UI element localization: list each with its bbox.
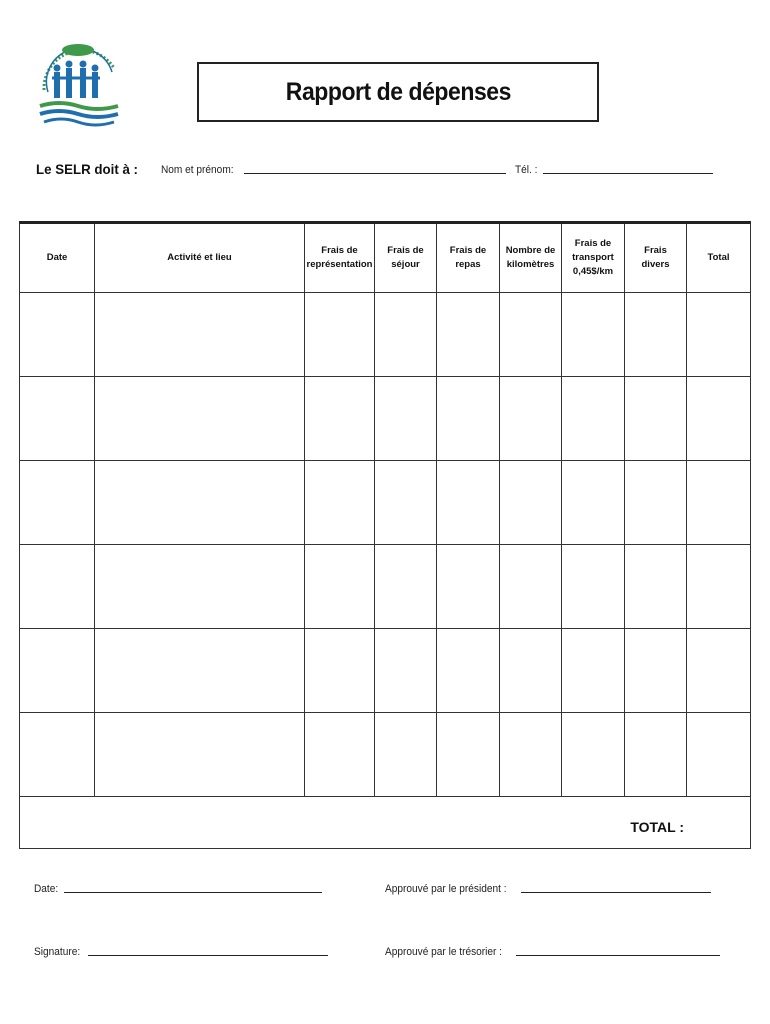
selr-logo [34, 28, 124, 132]
column-header-representation: Frais de représentation [305, 223, 375, 293]
cell-stay[interactable] [375, 713, 437, 797]
cell-stay[interactable] [375, 629, 437, 713]
date-field[interactable] [34, 883, 322, 895]
phone-field-line[interactable] [543, 173, 713, 174]
column-header-stay: Frais de séjour [375, 223, 437, 293]
cell-activity[interactable] [95, 629, 305, 713]
column-header-activity: Activité et lieu [95, 223, 305, 293]
cell-date[interactable] [20, 545, 95, 629]
cell-meals[interactable] [437, 713, 500, 797]
cell-total[interactable] [687, 377, 751, 461]
table-header-row [20, 223, 751, 293]
phone-field-label: Tél. : [515, 164, 538, 176]
cell-misc[interactable] [625, 713, 687, 797]
cell-total[interactable] [687, 713, 751, 797]
owed-to-label: Le SELR doit à : [36, 161, 138, 177]
phone-field[interactable] [515, 164, 713, 176]
cell-activity[interactable] [95, 377, 305, 461]
cell-date[interactable] [20, 713, 95, 797]
cell-total[interactable] [687, 293, 751, 377]
president-approval-field[interactable] [385, 883, 711, 895]
cell-transport[interactable] [562, 377, 625, 461]
treasurer-approval-field[interactable] [385, 946, 720, 958]
cell-representation[interactable] [305, 629, 375, 713]
cell-transport[interactable] [562, 629, 625, 713]
name-field[interactable] [161, 164, 506, 176]
cell-misc[interactable] [625, 629, 687, 713]
cell-date[interactable] [20, 629, 95, 713]
cell-kilometers[interactable] [500, 713, 562, 797]
grand-total-label: TOTAL : [630, 819, 684, 835]
cell-stay[interactable] [375, 293, 437, 377]
cell-meals[interactable] [437, 377, 500, 461]
cell-date[interactable] [20, 377, 95, 461]
cell-representation[interactable] [305, 713, 375, 797]
signature-field-label: Signature: [34, 946, 81, 958]
cell-meals[interactable] [437, 545, 500, 629]
cell-representation[interactable] [305, 461, 375, 545]
table-row [20, 713, 751, 797]
date-field-label: Date: [34, 883, 59, 895]
column-header-misc: Frais divers [625, 223, 687, 293]
column-header-meals: Frais de repas [437, 223, 500, 293]
table-row [20, 293, 751, 377]
cell-stay[interactable] [375, 545, 437, 629]
cell-date[interactable] [20, 293, 95, 377]
page-title: Rapport de dépenses [285, 77, 511, 106]
cell-representation[interactable] [305, 377, 375, 461]
cell-activity[interactable] [95, 713, 305, 797]
cell-transport[interactable] [562, 461, 625, 545]
president-approval-label: Approuvé par le président : [385, 883, 507, 895]
title-box [197, 62, 599, 122]
expense-table [19, 221, 751, 849]
cell-meals[interactable] [437, 461, 500, 545]
cell-misc[interactable] [625, 377, 687, 461]
president-approval-line[interactable] [521, 892, 711, 893]
cell-stay[interactable] [375, 461, 437, 545]
treasurer-approval-label: Approuvé par le trésorier : [385, 946, 502, 958]
cell-activity[interactable] [95, 293, 305, 377]
cell-transport[interactable] [562, 293, 625, 377]
column-header-date: Date [20, 223, 95, 293]
cell-total[interactable] [687, 461, 751, 545]
cell-representation[interactable] [305, 545, 375, 629]
cell-representation[interactable] [305, 293, 375, 377]
cell-meals[interactable] [437, 629, 500, 713]
treasurer-approval-line[interactable] [516, 955, 720, 956]
table-row [20, 377, 751, 461]
cell-misc[interactable] [625, 461, 687, 545]
cell-meals[interactable] [437, 293, 500, 377]
cell-stay[interactable] [375, 377, 437, 461]
name-field-label: Nom et prénom: [161, 164, 234, 176]
table-row [20, 545, 751, 629]
name-field-line[interactable] [244, 173, 506, 174]
table-row [20, 629, 751, 713]
cell-total[interactable] [687, 545, 751, 629]
cell-date[interactable] [20, 461, 95, 545]
column-header-transport: Frais de transport 0,45$/km [562, 223, 625, 293]
table-row [20, 461, 751, 545]
cell-misc[interactable] [625, 545, 687, 629]
cell-kilometers[interactable] [500, 545, 562, 629]
cell-total[interactable] [687, 629, 751, 713]
cell-misc[interactable] [625, 293, 687, 377]
signature-field-line[interactable] [88, 955, 328, 956]
cell-kilometers[interactable] [500, 293, 562, 377]
cell-kilometers[interactable] [500, 377, 562, 461]
column-header-total: Total [687, 223, 751, 293]
cell-transport[interactable] [562, 545, 625, 629]
cell-transport[interactable] [562, 713, 625, 797]
cell-activity[interactable] [95, 545, 305, 629]
cell-activity[interactable] [95, 461, 305, 545]
date-field-line[interactable] [64, 892, 322, 893]
cell-kilometers[interactable] [500, 461, 562, 545]
signature-field[interactable] [34, 946, 328, 958]
cell-kilometers[interactable] [500, 629, 562, 713]
column-header-kilometers: Nombre de kilomètres [500, 223, 562, 293]
